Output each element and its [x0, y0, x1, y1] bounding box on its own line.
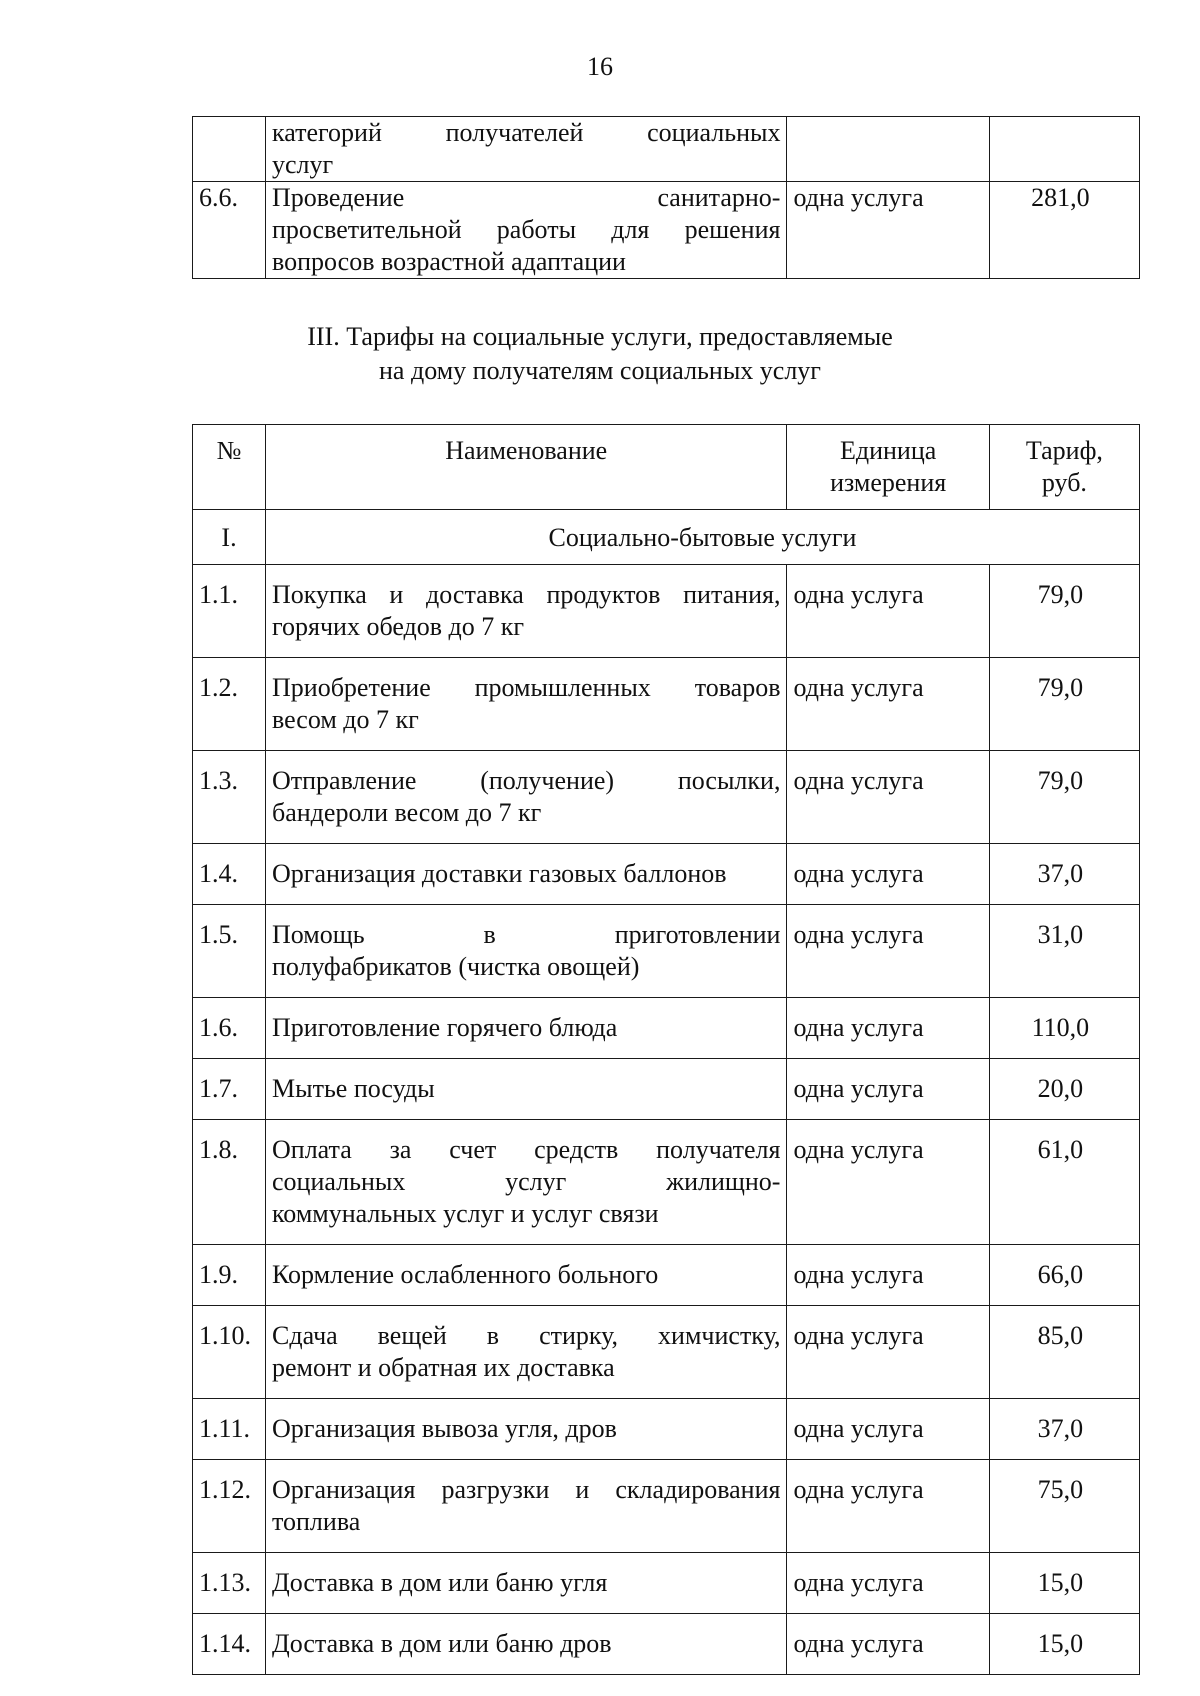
num-cell — [193, 117, 266, 182]
unit-cell: одна услуга — [787, 1245, 989, 1306]
name-line: Приобретение промышленных товаров — [272, 673, 781, 702]
unit-cell: одна услуга — [787, 1059, 989, 1120]
num-cell: 1.10. — [193, 1306, 266, 1399]
header-name: Наименование — [266, 425, 787, 510]
tariff-cell: 15,0 — [989, 1553, 1139, 1614]
table-row — [193, 1614, 1140, 1675]
num-cell: 1.14. — [193, 1614, 266, 1675]
unit-cell: одна услуга — [787, 1614, 989, 1675]
unit-cell — [787, 117, 989, 182]
table-row — [193, 844, 1140, 905]
name-cell — [266, 1306, 787, 1399]
name-cell — [266, 751, 787, 844]
section-heading: Социально-бытовые услуги — [266, 510, 1140, 565]
table-row — [193, 1059, 1140, 1120]
section-title-line-2: на дому получателям социальных услуг — [379, 356, 821, 385]
table-row — [193, 1460, 1140, 1553]
name-cell — [266, 1059, 787, 1120]
num-cell: 1.1. — [193, 565, 266, 658]
name-line: социальных услуг жилищно- — [272, 1167, 781, 1196]
num-cell: 1.9. — [193, 1245, 266, 1306]
name-line: Доставка в дом или баню дров — [272, 1629, 612, 1658]
name-line: Покупка и доставка продуктов питания, — [272, 580, 781, 609]
tariff-cell — [989, 117, 1139, 182]
table-row — [193, 1120, 1140, 1245]
name-line: просветительной работы для решения — [272, 215, 781, 244]
name-cell — [266, 182, 787, 279]
num-cell: 1.13. — [193, 1553, 266, 1614]
name-line: Доставка в дом или баню угля — [272, 1568, 608, 1597]
num-cell: 1.6. — [193, 998, 266, 1059]
header-tariff — [989, 425, 1139, 510]
table-row — [193, 905, 1140, 998]
unit-cell: одна услуга — [787, 1553, 989, 1614]
table-row — [193, 998, 1140, 1059]
num-cell: 1.12. — [193, 1460, 266, 1553]
name-cell — [266, 1460, 787, 1553]
name-line: услуг — [272, 150, 334, 179]
name-line: ремонт и обратная их доставка — [272, 1353, 615, 1382]
table-row — [193, 117, 1140, 182]
unit-cell: одна услуга — [787, 1460, 989, 1553]
name-line: бандероли весом до 7 кг — [272, 798, 542, 827]
tariff-cell: 15,0 — [989, 1614, 1139, 1675]
num-cell: 1.8. — [193, 1120, 266, 1245]
name-line: вопросов возрастной адаптации — [272, 247, 626, 276]
table-row — [193, 565, 1140, 658]
tariff-cell: 281,0 — [989, 182, 1139, 279]
tariff-cell: 79,0 — [989, 658, 1139, 751]
tariff-cell: 79,0 — [989, 565, 1139, 658]
name-line: весом до 7 кг — [272, 705, 419, 734]
name-line: Кормление ослабленного больного — [272, 1260, 659, 1289]
name-line: Приготовление горячего блюда — [272, 1013, 618, 1042]
table-row — [193, 658, 1140, 751]
tariff-cell: 110,0 — [989, 998, 1139, 1059]
unit-cell: одна услуга — [787, 905, 989, 998]
header-unit-line-2: измерения — [830, 468, 947, 497]
name-line: Организация доставки газовых баллонов — [272, 859, 727, 888]
table-row — [193, 751, 1140, 844]
name-cell — [266, 1614, 787, 1675]
tariff-cell: 85,0 — [989, 1306, 1139, 1399]
tariff-cell: 61,0 — [989, 1120, 1139, 1245]
name-cell — [266, 117, 787, 182]
name-line: Отправление (получение) посылки, — [272, 766, 781, 795]
name-line: Мытье посуды — [272, 1074, 435, 1103]
section-title-line-1: III. Тарифы на социальные услуги, предоставляемые — [307, 322, 893, 351]
name-cell — [266, 844, 787, 905]
unit-cell: одна услуга — [787, 1120, 989, 1245]
tariff-table — [192, 424, 1140, 1675]
name-line: топлива — [272, 1507, 361, 1536]
table-row — [193, 1306, 1140, 1399]
unit-cell: одна услуга — [787, 1306, 989, 1399]
name-line: Организация вывоза угля, дров — [272, 1414, 617, 1443]
name-line: категорий получателей социальных — [272, 118, 781, 147]
name-cell — [266, 1399, 787, 1460]
name-cell — [266, 998, 787, 1059]
name-cell — [266, 565, 787, 658]
tariff-cell: 37,0 — [989, 844, 1139, 905]
num-cell: 6.6. — [193, 182, 266, 279]
num-cell: 1.5. — [193, 905, 266, 998]
name-cell — [266, 1120, 787, 1245]
unit-cell: одна услуга — [787, 1399, 989, 1460]
section-title — [0, 320, 1200, 388]
page-number: 16 — [587, 52, 613, 81]
num-cell: 1.7. — [193, 1059, 266, 1120]
tariff-cell: 79,0 — [989, 751, 1139, 844]
name-cell — [266, 1245, 787, 1306]
num-cell: 1.4. — [193, 844, 266, 905]
tariff-cell: 37,0 — [989, 1399, 1139, 1460]
tariff-cell: 31,0 — [989, 905, 1139, 998]
table-row — [193, 1553, 1140, 1614]
header-tariff-line-2: руб. — [1041, 468, 1087, 497]
name-cell — [266, 905, 787, 998]
header-unit — [787, 425, 989, 510]
name-cell — [266, 658, 787, 751]
unit-cell: одна услуга — [787, 751, 989, 844]
header-tariff-line-1: Тариф, — [1025, 436, 1103, 465]
unit-cell: одна услуга — [787, 182, 989, 279]
name-line: горячих обедов до 7 кг — [272, 612, 525, 641]
name-line: полуфабрикатов (чистка овощей) — [272, 952, 640, 981]
unit-cell: одна услуга — [787, 844, 989, 905]
table-row — [193, 182, 1140, 279]
table-header-row — [193, 425, 1140, 510]
table-row — [193, 1399, 1140, 1460]
section-num: I. — [193, 510, 266, 565]
tariff-cell: 20,0 — [989, 1059, 1139, 1120]
name-line: Сдача вещей в стирку, химчистку, — [272, 1321, 781, 1350]
unit-cell: одна услуга — [787, 658, 989, 751]
num-cell: 1.3. — [193, 751, 266, 844]
name-line: Помощь в приготовлении — [272, 920, 781, 949]
header-unit-line-1: Единица — [839, 436, 937, 465]
name-line: Оплата за счет средств получателя — [272, 1135, 781, 1164]
num-cell: 1.2. — [193, 658, 266, 751]
header-num: № — [193, 425, 266, 510]
name-line: коммунальных услуг и услуг связи — [272, 1199, 659, 1228]
name-line: Проведение санитарно- — [272, 183, 781, 212]
continued-table — [192, 116, 1140, 279]
tariff-cell: 66,0 — [989, 1245, 1139, 1306]
tariff-cell: 75,0 — [989, 1460, 1139, 1553]
table-row — [193, 1245, 1140, 1306]
unit-cell: одна услуга — [787, 998, 989, 1059]
name-line: Организация разгрузки и складирования — [272, 1475, 781, 1504]
name-cell — [266, 1553, 787, 1614]
section-row — [193, 510, 1140, 565]
num-cell: 1.11. — [193, 1399, 266, 1460]
unit-cell: одна услуга — [787, 565, 989, 658]
